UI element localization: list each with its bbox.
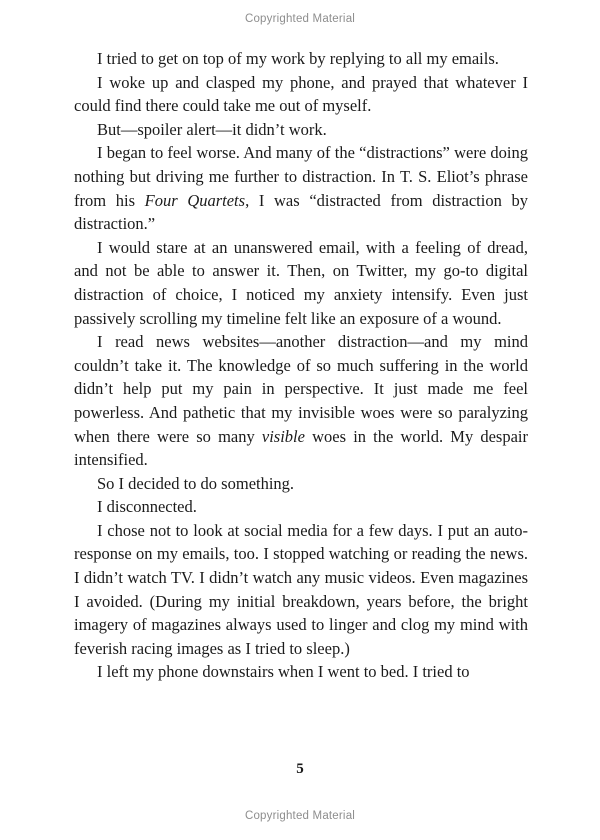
paragraph — [74, 71, 528, 118]
paragraph — [74, 236, 528, 330]
text-run: woes in the world. My despair intensified. — [74, 426, 528, 470]
paragraph — [74, 472, 528, 496]
text-run: But—spoiler alert—it didn’t work. — [97, 119, 327, 139]
italic-text-run: Four Quartets — [144, 190, 246, 210]
text-run: I left my phone downstairs when I went to bed. I tried to — [97, 662, 470, 682]
text-block — [74, 47, 528, 684]
italic-text-run: visible — [261, 426, 305, 446]
text-run: So I decided to do something. — [97, 473, 295, 493]
text-run: I would stare at an unanswered email, with a feeling of dread, and not be able to answer it. Then, on Twitter, my go-to digital distraction of choice, I noticed my anxiety intensify. Even just passively scrolling my timeline felt like an exposure of a wound. — [74, 237, 528, 328]
paragraph — [74, 118, 528, 142]
page-number: 5 — [296, 761, 304, 777]
text-run: I woke up and clasped my phone, and prayed that whatever I could find there could take me out of myself. — [74, 72, 528, 116]
paragraph — [74, 519, 528, 661]
paragraph — [74, 660, 528, 684]
text-run: I began to feel worse. And many of the “distractions” were doing nothing but driving me further to distraction. In T. S. Eliot’s phrase from his — [74, 143, 528, 210]
text-run: I disconnected. — [97, 497, 197, 517]
paragraph — [74, 47, 528, 71]
text-run: I tried to get on top of my work by replying to all my emails. — [97, 49, 499, 68]
copyright-notice-top: Copyrighted Material — [244, 13, 356, 25]
copyright-notice-bottom: Copyrighted Material — [244, 810, 356, 822]
text-run: I read news websites—another distraction—and my mind couldn’t take it. The knowledge of so much suffering in the world didn’t help put my pain in perspective. It just made me feel powerless. And pathetic that my invisible woes were so paralyzing when there were so many — [74, 332, 528, 446]
paragraph — [74, 495, 528, 519]
text-run: I chose not to look at social media for a few days. I put an auto-response on my emails, too. I stopped watching or reading the news. I didn’t watch TV. I didn’t watch any music videos. Even magazines I avoided. (During my initial breakdown, years before, the bright imagery of magazines always used to linger and clog my mind with feverish racing images as I tried to sleep.) — [74, 520, 528, 658]
text-run: , I was “distracted from distraction by distraction.” — [74, 190, 529, 234]
paragraph — [74, 330, 528, 472]
paragraph — [74, 141, 528, 235]
